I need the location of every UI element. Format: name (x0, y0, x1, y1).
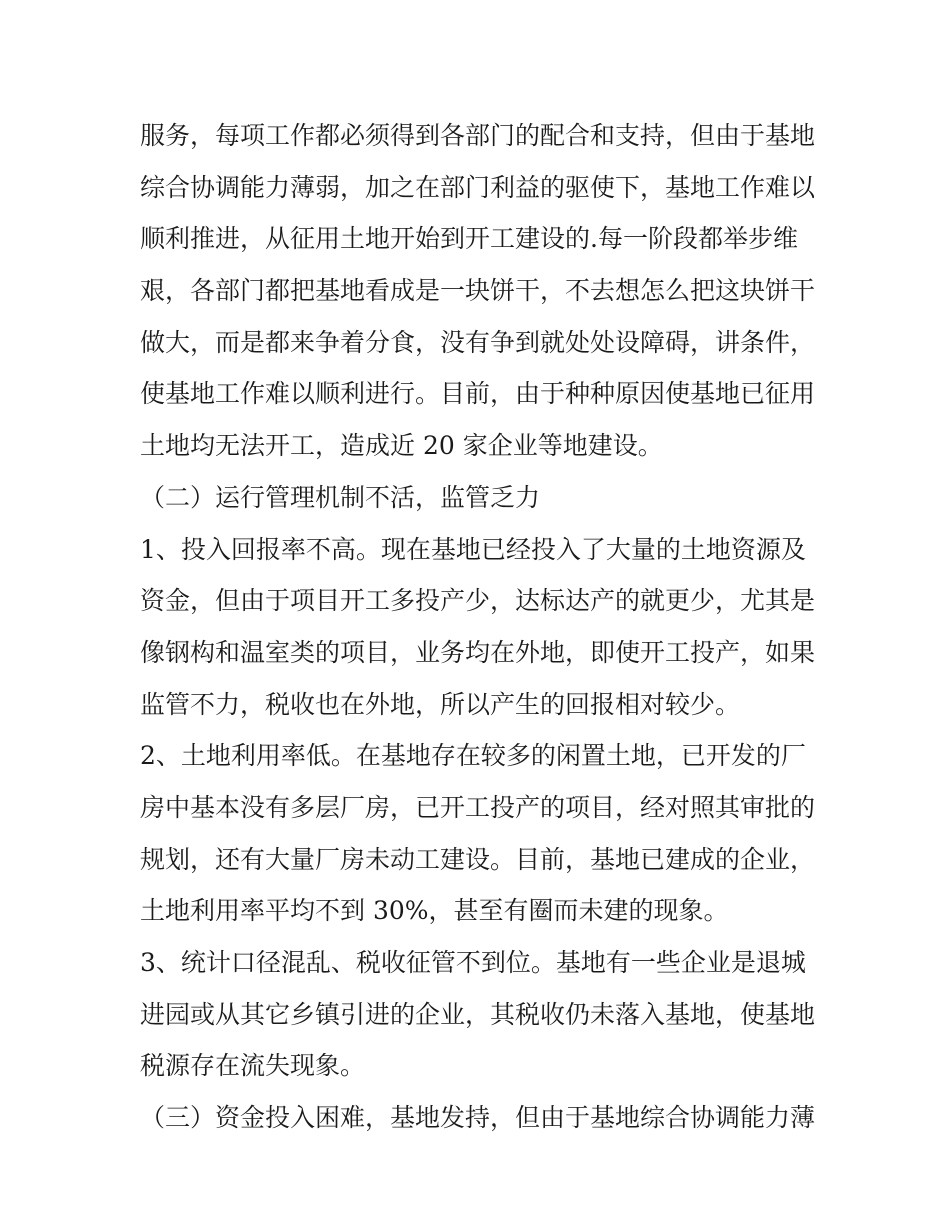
text-line: 房中基本没有多层厂房，已开工投产的项目，经对照其审批的 (140, 792, 816, 822)
text-line: 艰，各部门都把基地看成是一块饼干，不去想怎么把这块饼干 (140, 276, 816, 306)
text-line: 进园或从其它乡镇引进的企业，其税收仍未落入基地，使基地 (140, 999, 816, 1029)
text-line: 使基地工作难以顺利进行。目前，由于种种原因使基地已征用 (140, 379, 816, 409)
document-body (140, 110, 820, 1144)
text-line: 服务，每项工作都必须得到各部门的配合和支持，但由于基地 (140, 121, 816, 150)
text-line: 2、土地利用率低。在基地存在较多的闲置土地，已开发的厂 (140, 741, 806, 771)
text-line: 3、统计口径混乱、税收征管不到位。基地有一些企业是退城 (140, 948, 806, 977)
text-line: 土地均无法开工，造成近 20 家企业等地建设。 (140, 431, 663, 461)
text-line: 综合协调能力薄弱，加之在部门利益的驱使下，基地工作难以 (140, 172, 816, 202)
text-line: 资金，但由于项目开工多投产少，达标达产的就更少，尤其是 (140, 586, 816, 616)
text-line: 土地利用率平均不到 30%，甚至有圈而未建的现象。 (140, 896, 729, 926)
text-line: 规划，还有大量厂房未动工建设。目前，基地已建成的企业， (140, 844, 816, 874)
text-line: 像钢构和温室类的项目，业务均在外地，即使开工投产，如果 (140, 637, 816, 667)
text-line: 做大，而是都来争着分食，没有争到就处处设障碍，讲条件， (140, 327, 816, 357)
section-heading: （二）运行管理机制不活，监管乏力 (140, 482, 541, 512)
text-line: 税源存在流失现象。 (140, 1051, 366, 1081)
text-line: 顺利推进，从征用土地开始到开工建设的.每一阶段都举步维 (140, 224, 798, 254)
text-line: 监管不力，税收也在外地，所以产生的回报相对较少。 (140, 689, 741, 719)
section-heading: （三）资金投入困难，基地发持，但由于基地综合协调能力薄 (140, 1103, 816, 1133)
text-line: 1、投入回报率不高。现在基地已经投入了大量的土地资源及 (140, 534, 806, 564)
